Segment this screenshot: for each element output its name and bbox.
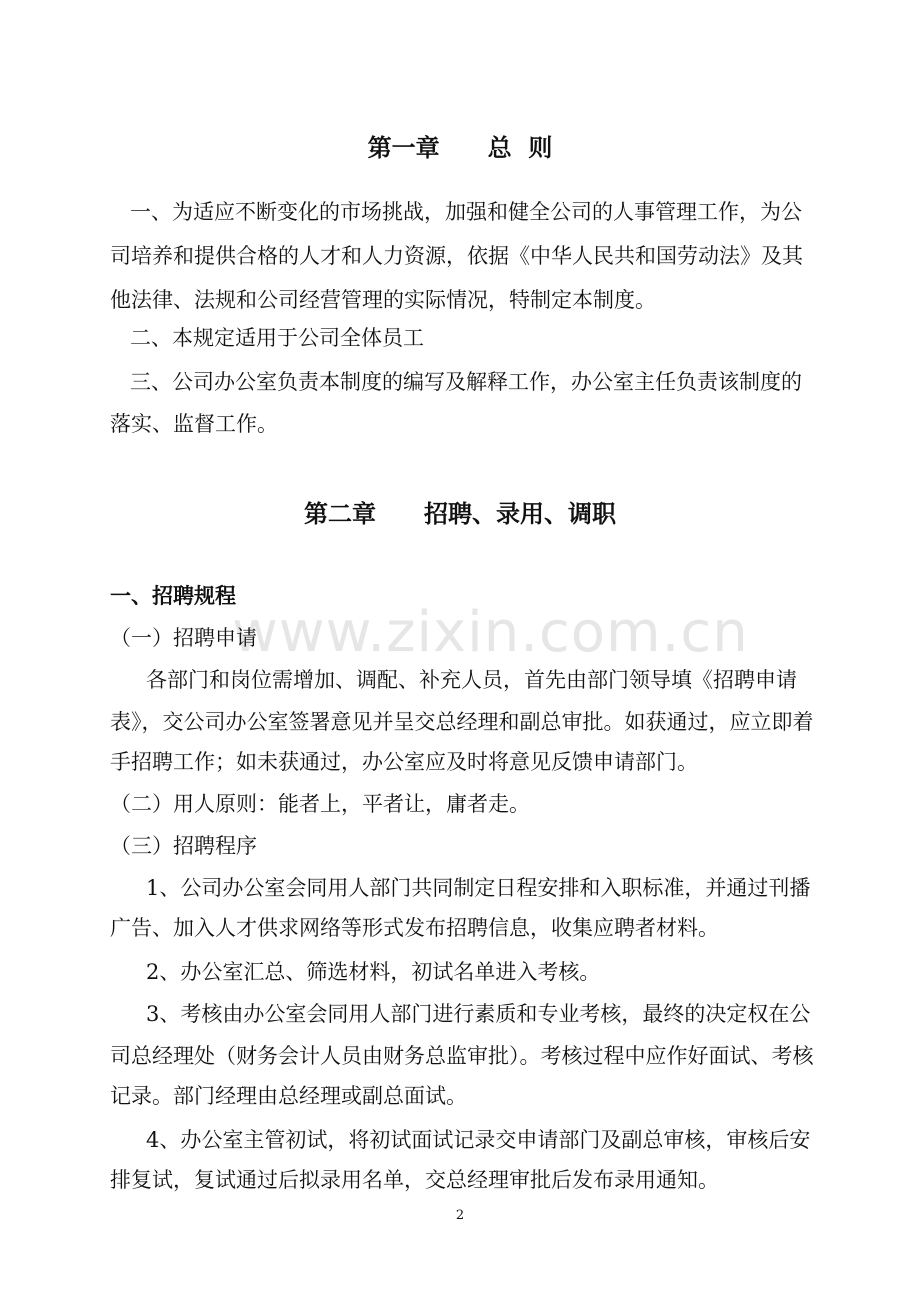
article-3-line-2: 落实、监督工作。	[110, 412, 278, 436]
subsection-1: （一）招聘申请	[110, 626, 257, 650]
article-1-line-1: 一、为适应不断变化的市场挑战，加强和健全公司的人事管理工作，为公	[130, 200, 802, 224]
page-number: 2	[455, 1208, 465, 1223]
article-2: 二、本规定适用于公司全体员工	[130, 326, 424, 350]
step-3-line-2: 司总经理处（财务会计人员由财务总监审批）。考核过程中应作好面试、考核	[110, 1044, 814, 1068]
chapter-1-label: 第一章	[367, 133, 440, 162]
watermark: www.zixin.com.cn	[232, 600, 749, 665]
para-1-line-2: 表》，交公司办公室签署意见并呈交总经理和副总审批。如获通过，应立即着	[110, 710, 814, 734]
subsection-3: （三）招聘程序	[110, 834, 257, 858]
section-1-heading: 一、招聘规程	[110, 583, 236, 608]
step-1-line-1: 1、公司办公室会同用人部门共同制定日程安排和入职标准，并通过刊播	[146, 876, 811, 900]
step-4-line-2: 排复试，复试通过后拟录用名单，交总经理审批后发布录用通知。	[110, 1168, 719, 1192]
article-1-line-3: 他法律、法规和公司经营管理的实际情况，特制定本制度。	[110, 288, 656, 312]
chapter-2-title: 招聘、录用、调职	[424, 499, 616, 528]
subsection-2: （二）用人原则：能者上，平者让，庸者走。	[110, 792, 530, 816]
para-1-line-1: 各部门和岗位需增加、调配、补充人员，首先由部门领导填《招聘申请	[146, 668, 797, 692]
chapter-2-heading	[0, 494, 920, 529]
step-3-line-1: 3、考核由办公室会同用人部门进行素质和专业考核，最终的决定权在公	[146, 1002, 811, 1026]
chapter-2-label: 第二章	[304, 499, 376, 528]
step-1-line-2: 广告、加入人才供求网络等形式发布招聘信息，收集应聘者材料。	[110, 916, 719, 940]
article-3-line-1: 三、公司办公室负责本制度的编写及解释工作，办公室主任负责该制度的	[130, 370, 802, 394]
chapter-1-heading	[0, 128, 920, 163]
step-3-line-3: 记录。部门经理由总经理或副总面试。	[110, 1084, 467, 1108]
article-1-line-2: 司培养和提供合格的人才和人力资源，依据《中华人民共和国劳动法》及其	[110, 244, 803, 268]
para-1-line-3: 手招聘工作；如未获通过，办公室应及时将意见反馈申请部门。	[110, 750, 698, 774]
step-2: 2、办公室汇总、筛选材料，初试名单进入考核。	[146, 960, 601, 984]
step-4-line-1: 4、办公室主管初试，将初试面试记录交申请部门及副总审核，审核后安	[146, 1128, 811, 1152]
chapter-1-title: 总 则	[487, 133, 553, 162]
